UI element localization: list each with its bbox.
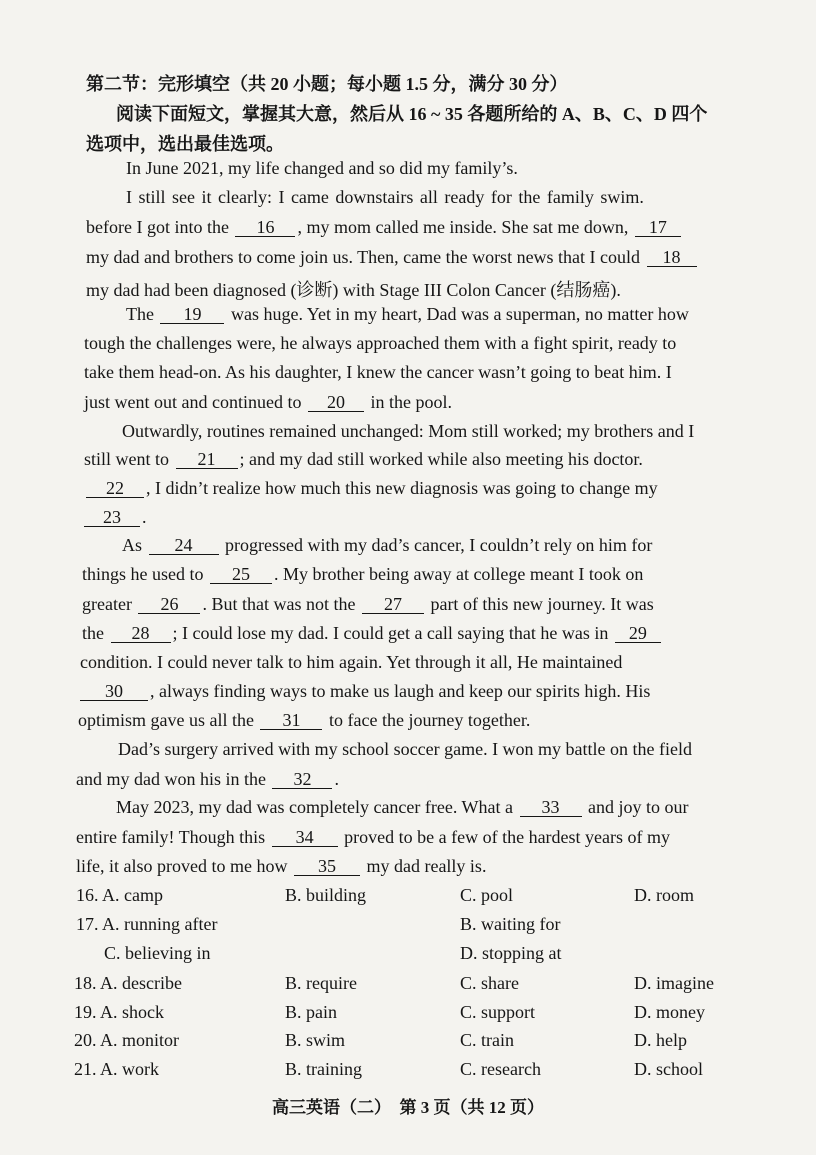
- option-20-a: 20. A. monitor: [74, 1030, 180, 1050]
- option-19-a: 19. A. shock: [74, 1002, 164, 1022]
- passage-line: condition. I could never talk to him again. Yet through it all, He maintained: [80, 652, 623, 672]
- option-20-d: D. help: [634, 1030, 687, 1050]
- blank-19: 19: [160, 305, 224, 324]
- blank-22: 22: [86, 479, 144, 498]
- option-18-c: C. share: [460, 973, 519, 993]
- passage-text: life, it also proved to me how: [76, 856, 288, 876]
- page-footer: 高三英语（二） 第 3 页（共 12 页）: [272, 1098, 544, 1117]
- blank-34: 34: [272, 828, 338, 847]
- option-19-c: C. support: [460, 1002, 536, 1022]
- option-20-c: C. train: [460, 1030, 514, 1050]
- passage-text: part of this new journey. It was: [430, 594, 654, 614]
- passage-line: [84, 392, 452, 413]
- passage-line: tough the challenges were, he always approached them with a fight spirit, ready to: [84, 333, 677, 353]
- option-19-d: D. money: [634, 1002, 705, 1022]
- passage-line: [84, 449, 643, 470]
- blank-24: 24: [149, 536, 219, 555]
- blank-33: 33: [520, 798, 582, 817]
- option-21-b: B. training: [285, 1059, 362, 1079]
- blank-21: 21: [176, 450, 238, 469]
- instruction-line-1: 阅读下面短文，掌握其大意，然后从 16 ~ 35 各题所给的 A、B、C、D 四个: [116, 104, 708, 124]
- passage-text: . But that was not the: [202, 594, 356, 614]
- passage-line: Outwardly, routines remained unchanged: Mom still worked; my brothers and I: [122, 421, 695, 441]
- blank-30: 30: [80, 682, 148, 701]
- option-21-d: D. school: [634, 1059, 703, 1079]
- passage-line: [82, 564, 643, 585]
- passage-text: and joy to our: [588, 797, 689, 817]
- instruction-line-2: 选项中，选出最佳选项。: [86, 134, 284, 154]
- option-17-d: D. stopping at: [460, 943, 562, 963]
- blank-17: 17: [635, 218, 681, 237]
- option-16-d: D. room: [634, 885, 694, 905]
- passage-line: [82, 507, 147, 528]
- blank-35: 35: [294, 857, 360, 876]
- passage-line: [76, 827, 670, 848]
- passage-line: In June 2021, my life changed and so did my family’s.: [126, 158, 518, 178]
- passage-line: [82, 623, 663, 644]
- passage-line: [116, 797, 689, 818]
- passage-text: entire family! Though this: [76, 827, 266, 847]
- passage-line: [86, 217, 683, 238]
- passage-line: Dad’s surgery arrived with my school soccer game. I won my battle on the field: [118, 739, 693, 759]
- option-16-a: 16. A. camp: [76, 885, 163, 905]
- passage-text: things he used to: [82, 564, 204, 584]
- option-21-a: 21. A. work: [74, 1059, 159, 1079]
- passage-line: [122, 535, 652, 556]
- blank-26: 26: [138, 595, 200, 614]
- passage-line: [76, 769, 339, 790]
- passage-line: [78, 681, 650, 702]
- passage-text: .: [334, 769, 339, 789]
- passage-text: the: [82, 623, 104, 643]
- passage-text: ; I could lose my dad. I could get a call saying that he was in: [172, 623, 609, 643]
- passage-text: . My brother being away at college meant I took on: [274, 564, 644, 584]
- option-16-b: B. building: [285, 885, 367, 905]
- passage-text: The: [126, 304, 154, 324]
- passage-text: progressed with my dad’s cancer, I couldn’t rely on him for: [225, 535, 653, 555]
- blank-23: 23: [84, 508, 140, 527]
- passage-text: As: [122, 535, 143, 555]
- passage-line: [82, 594, 654, 615]
- passage-line: [86, 247, 699, 268]
- blank-29: 29: [615, 624, 661, 643]
- option-21-c: C. research: [460, 1059, 541, 1079]
- section-heading: 第二节：完形填空（共 20 小题；每小题 1.5 分，满分 30 分）: [86, 74, 568, 94]
- option-17-c: C. believing in: [104, 943, 211, 963]
- passage-line: my dad had been diagnosed (诊断) with Stage III Colon Cancer (结肠癌).: [86, 280, 621, 300]
- option-18-a: 18. A. describe: [74, 973, 182, 993]
- passage-text: optimism gave us all the: [78, 710, 254, 730]
- passage-text: .: [142, 507, 147, 527]
- blank-18: 18: [647, 248, 697, 267]
- blank-31: 31: [260, 711, 322, 730]
- blank-16: 16: [235, 218, 295, 237]
- passage-text: before I got into the: [86, 217, 229, 237]
- passage-text: and my dad won his in the: [76, 769, 266, 789]
- option-19-b: B. pain: [285, 1002, 337, 1022]
- option-16-c: C. pool: [460, 885, 514, 905]
- option-18-d: D. imagine: [634, 973, 714, 993]
- passage-text: just went out and continued to: [84, 392, 302, 412]
- option-20-b: B. swim: [285, 1030, 346, 1050]
- blank-28: 28: [111, 624, 171, 643]
- blank-25: 25: [210, 565, 272, 584]
- passage-text: , always finding ways to make us laugh and keep our spirits high. His: [150, 681, 651, 701]
- option-18-b: B. require: [285, 973, 357, 993]
- passage-text: greater: [82, 594, 132, 614]
- passage-line: [84, 478, 658, 499]
- passage-line: I still see it clearly: I came downstairs all ready for the family swim.: [126, 187, 644, 207]
- passage-text: proved to be a few of the hardest years of my: [344, 827, 671, 847]
- passage-text: in the pool.: [370, 392, 452, 412]
- passage-line: [76, 856, 486, 877]
- passage-text: , I didn’t realize how much this new diagnosis was going to change my: [146, 478, 658, 498]
- passage-text: still went to: [84, 449, 169, 469]
- passage-text: my dad really is.: [366, 856, 487, 876]
- option-17-a: 17. A. running after: [76, 914, 218, 934]
- passage-line: [78, 710, 530, 731]
- blank-20: 20: [308, 393, 364, 412]
- passage-line: take them head-on. As his daughter, I knew the cancer wasn’t going to beat him. I: [84, 362, 672, 382]
- passage-text: my dad and brothers to come join us. Then, came the worst news that I could: [86, 247, 641, 267]
- passage-text: May 2023, my dad was completely cancer free. What a: [116, 797, 514, 817]
- passage-text: ; and my dad still worked while also meeting his doctor.: [239, 449, 643, 469]
- passage-text: , my mom called me inside. She sat me down,: [297, 217, 629, 237]
- blank-27: 27: [362, 595, 424, 614]
- passage-text: to face the journey together.: [328, 710, 531, 730]
- blank-32: 32: [272, 770, 332, 789]
- passage-line: [126, 304, 689, 325]
- passage-text: was huge. Yet in my heart, Dad was a superman, no matter how: [230, 304, 689, 324]
- option-17-b: B. waiting for: [460, 914, 561, 934]
